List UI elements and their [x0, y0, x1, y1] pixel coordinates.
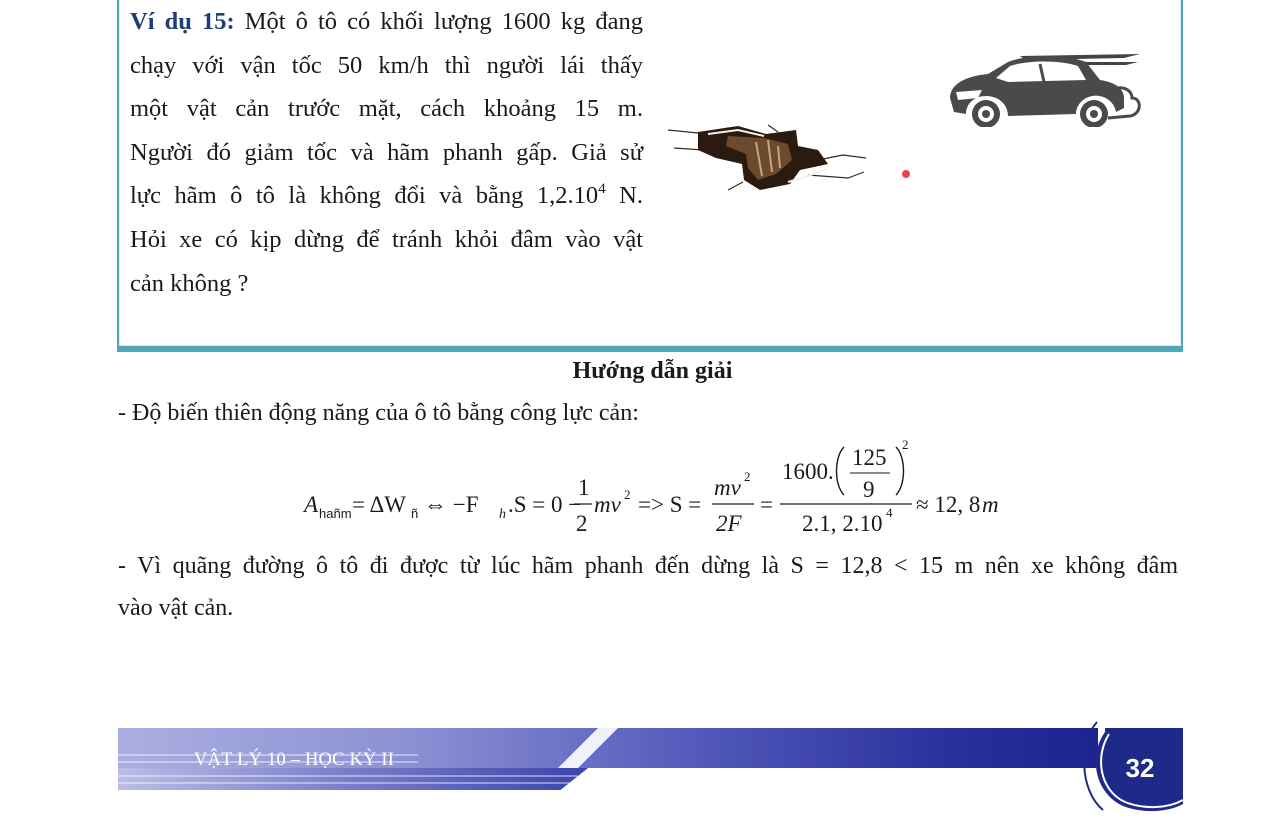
formula-mv: mv [594, 492, 621, 517]
formula-result-unit: m [982, 492, 999, 517]
formula-sq-3: 2 [902, 437, 909, 452]
formula-iff: ⇔ −F [424, 492, 479, 517]
example-line-4: Người đó giảm tốc và hãm phanh gấp. Giả sử [130, 138, 643, 166]
solution-title: Hướng dẫn giải [572, 358, 733, 384]
example-line-2: chạy với vận tốc 50 km/h thì người lái thấy [130, 51, 643, 79]
formula-sq-1: 2 [624, 487, 631, 502]
example-line-6: Hỏi xe có kịp dừng để tránh khỏi đâm vào vật [130, 225, 643, 253]
formula-half-den: 2 [576, 511, 588, 536]
formula-A: A [304, 492, 319, 517]
formula-result: ≈ 12, 8 [916, 492, 981, 517]
formula-implies: => S = [638, 492, 702, 517]
formula-inner-den: 9 [863, 477, 875, 502]
example-line-7: cản không ? [130, 269, 249, 297]
formula-sq-2: 2 [744, 469, 751, 484]
formula-den-exp: 4 [886, 505, 893, 520]
footer-banner [118, 728, 1182, 792]
speeding-car-icon [948, 52, 1143, 127]
formula-frac-den: 2F [716, 511, 742, 536]
solution-line-3: vào vật cản. [118, 595, 234, 621]
example-label: Ví dụ 15: [130, 8, 235, 35]
formula-F-sub: h [499, 507, 506, 522]
kinetic-energy-formula [300, 437, 1020, 547]
red-dot-marker [902, 170, 910, 178]
formula-eq2: = [760, 492, 773, 517]
formula-big-den: 2.1, 2.10 [802, 511, 883, 536]
example-box-rule [117, 348, 1183, 352]
formula-frac-num: mv [714, 475, 741, 500]
formula-half-num: 1 [578, 475, 590, 500]
formula-part2: .S = 0 − [508, 492, 582, 517]
solution-line-1: - Độ biến thiên động năng của ô tô bằng công lực cản: [118, 400, 639, 426]
example-line-1: Ví dụ 15: Một ô tô có khối lượng 1600 kg đang [130, 8, 643, 35]
formula-eq1: = ΔW [352, 492, 406, 517]
formula-inner-num: 125 [852, 445, 887, 470]
formula-A-sub: hañm [319, 506, 352, 521]
example-text [130, 0, 643, 305]
formula-W-sub: ñ [411, 506, 419, 521]
solution-line-2: - Vì quãng đường ô tô đi được từ lúc hãm phanh đến dừng là S = 12,8 < 15 m nên xe không đâm [118, 553, 1178, 579]
example-line-5: lực hãm ô tô là không đổi và bằng 1,2.10$^4$ N. [130, 180, 643, 210]
pothole-crack-icon [668, 120, 868, 195]
page-number: 32 [1125, 753, 1155, 783]
formula-big-num: 1600. [782, 459, 834, 484]
footer-title: VẬT LÝ 10 – HỌC KỲ II [194, 750, 395, 770]
example-line-3: một vật cản trước mặt, cách khoảng 15 m. [130, 95, 643, 123]
